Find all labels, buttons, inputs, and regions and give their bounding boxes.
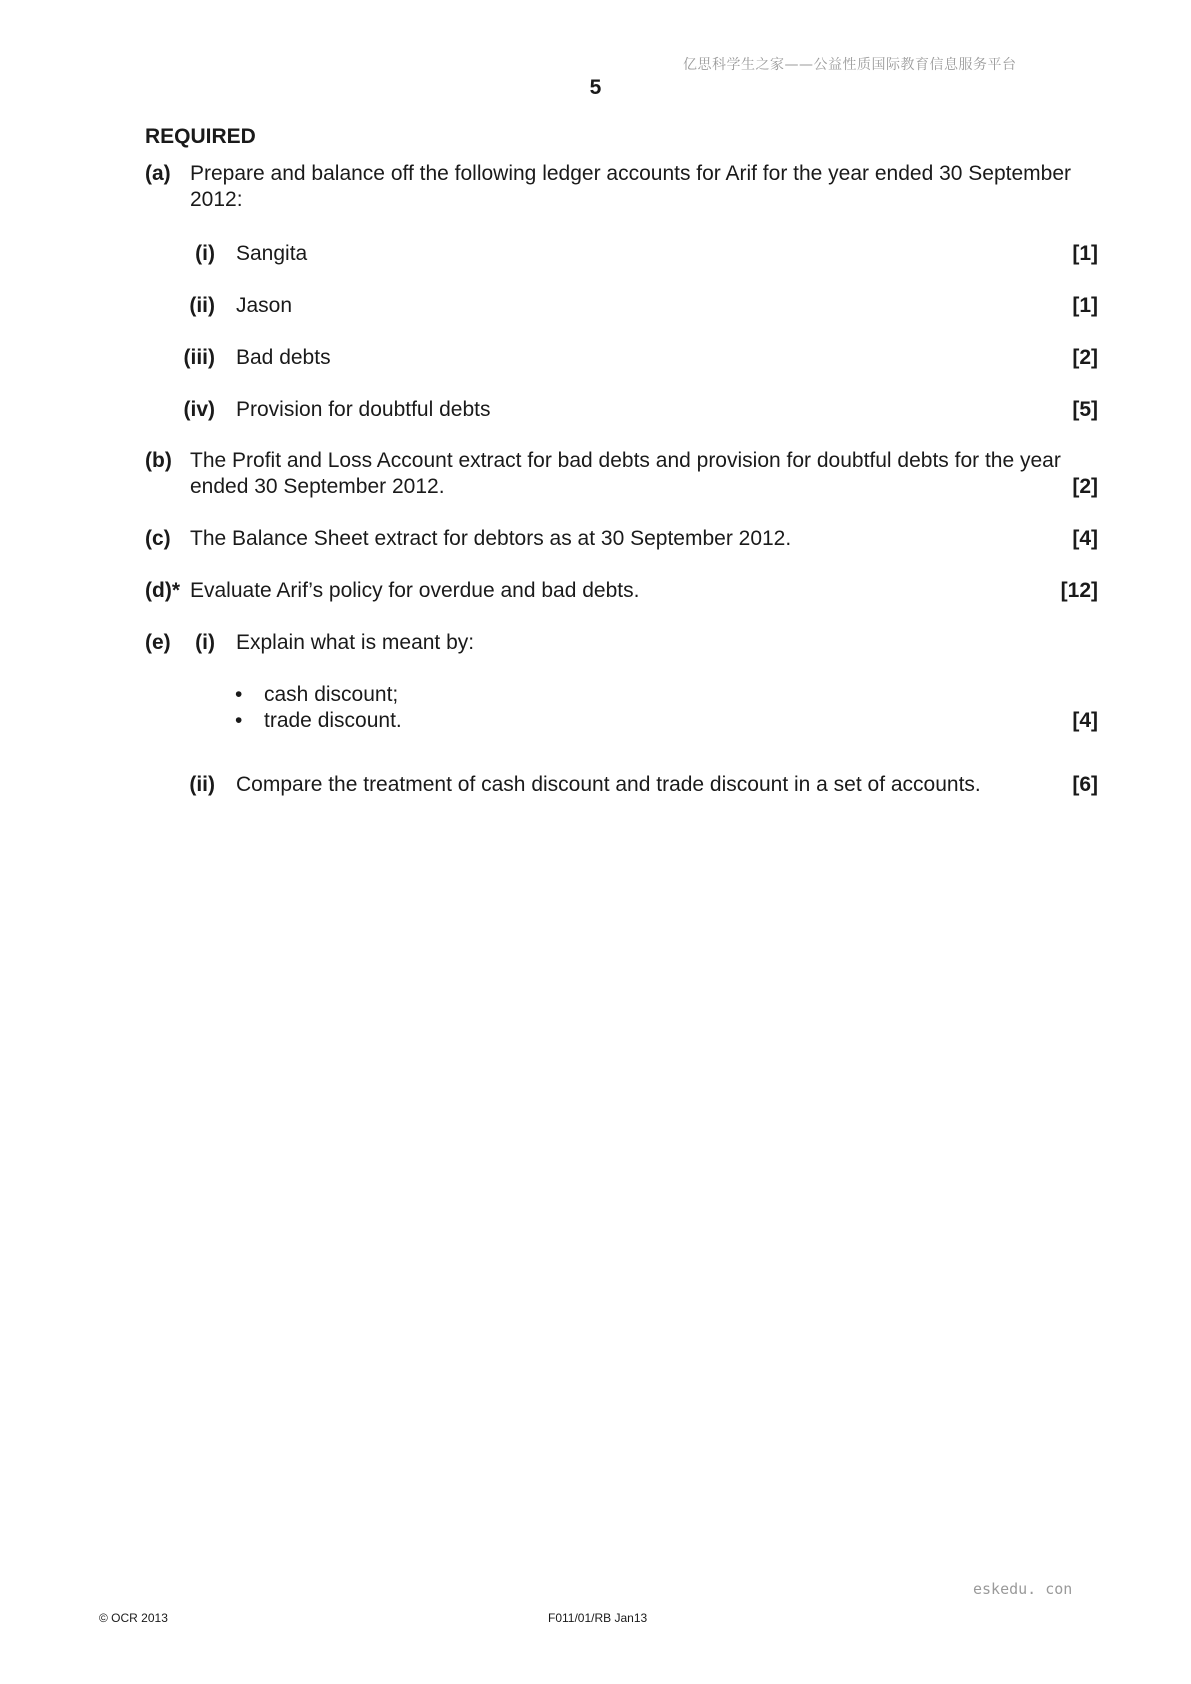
- watermark-top: 亿思科学生之家——公益性质国际教育信息服务平台: [683, 57, 1017, 73]
- required-heading: REQUIRED: [145, 125, 256, 148]
- part-label: (ii): [189, 294, 215, 317]
- question-a-text: Prepare and balance off the following ledger accounts for Arif for the year ended 30 September 2012:: [190, 162, 1072, 211]
- part-text: Compare the treatment of cash discount and trade discount in a set of accounts.: [236, 773, 981, 796]
- mark-allocation: [1]: [1072, 242, 1098, 265]
- bullet-dot: •: [235, 709, 243, 732]
- footer-code: F011/01/RB Jan13: [548, 1611, 648, 1625]
- part-label: (ii): [189, 773, 215, 796]
- part-text: Explain what is meant by:: [236, 631, 475, 654]
- bullet-item: cash discount;: [264, 683, 399, 706]
- mark-allocation: [2]: [1072, 475, 1098, 498]
- mark-allocation: [2]: [1072, 346, 1098, 369]
- watermark-bottom: eskedu. con: [973, 1580, 1073, 1598]
- mark-allocation: [1]: [1072, 294, 1098, 317]
- mark-allocation: [6]: [1072, 773, 1098, 796]
- bullet-dot: •: [235, 683, 243, 706]
- question-b-label: (b): [145, 449, 172, 472]
- footer-copyright: © OCR 2013: [99, 1611, 168, 1625]
- bullet-item: trade discount.: [264, 709, 402, 732]
- mark-allocation: [4]: [1072, 709, 1098, 732]
- question-b-line2: ended 30 September 2012.: [190, 475, 445, 498]
- question-c-text: The Balance Sheet extract for debtors as at 30 September 2012.: [190, 527, 792, 550]
- part-text: Provision for doubtful debts: [236, 398, 491, 421]
- question-b-line1: The Profit and Loss Account extract for bad debts and provision for doubtful debts for the year: [190, 449, 1061, 472]
- page-number: 5: [589, 76, 602, 99]
- question-e-label: (e): [145, 631, 171, 654]
- question-d-text: Evaluate Arif’s policy for overdue and bad debts.: [190, 579, 640, 602]
- part-label: (i): [195, 242, 215, 265]
- mark-allocation: [5]: [1072, 398, 1098, 421]
- part-text: Sangita: [236, 242, 308, 265]
- question-c-label: (c): [145, 527, 171, 550]
- part-label: (iv): [183, 398, 215, 421]
- question-d-label: (d)*: [145, 579, 180, 602]
- part-label: (iii): [183, 346, 215, 369]
- part-label: (i): [195, 631, 215, 654]
- question-a-label: (a): [145, 162, 171, 185]
- part-text: Bad debts: [236, 346, 331, 369]
- part-text: Jason: [236, 294, 293, 317]
- mark-allocation: [12]: [1060, 579, 1098, 602]
- mark-allocation: [4]: [1072, 527, 1098, 550]
